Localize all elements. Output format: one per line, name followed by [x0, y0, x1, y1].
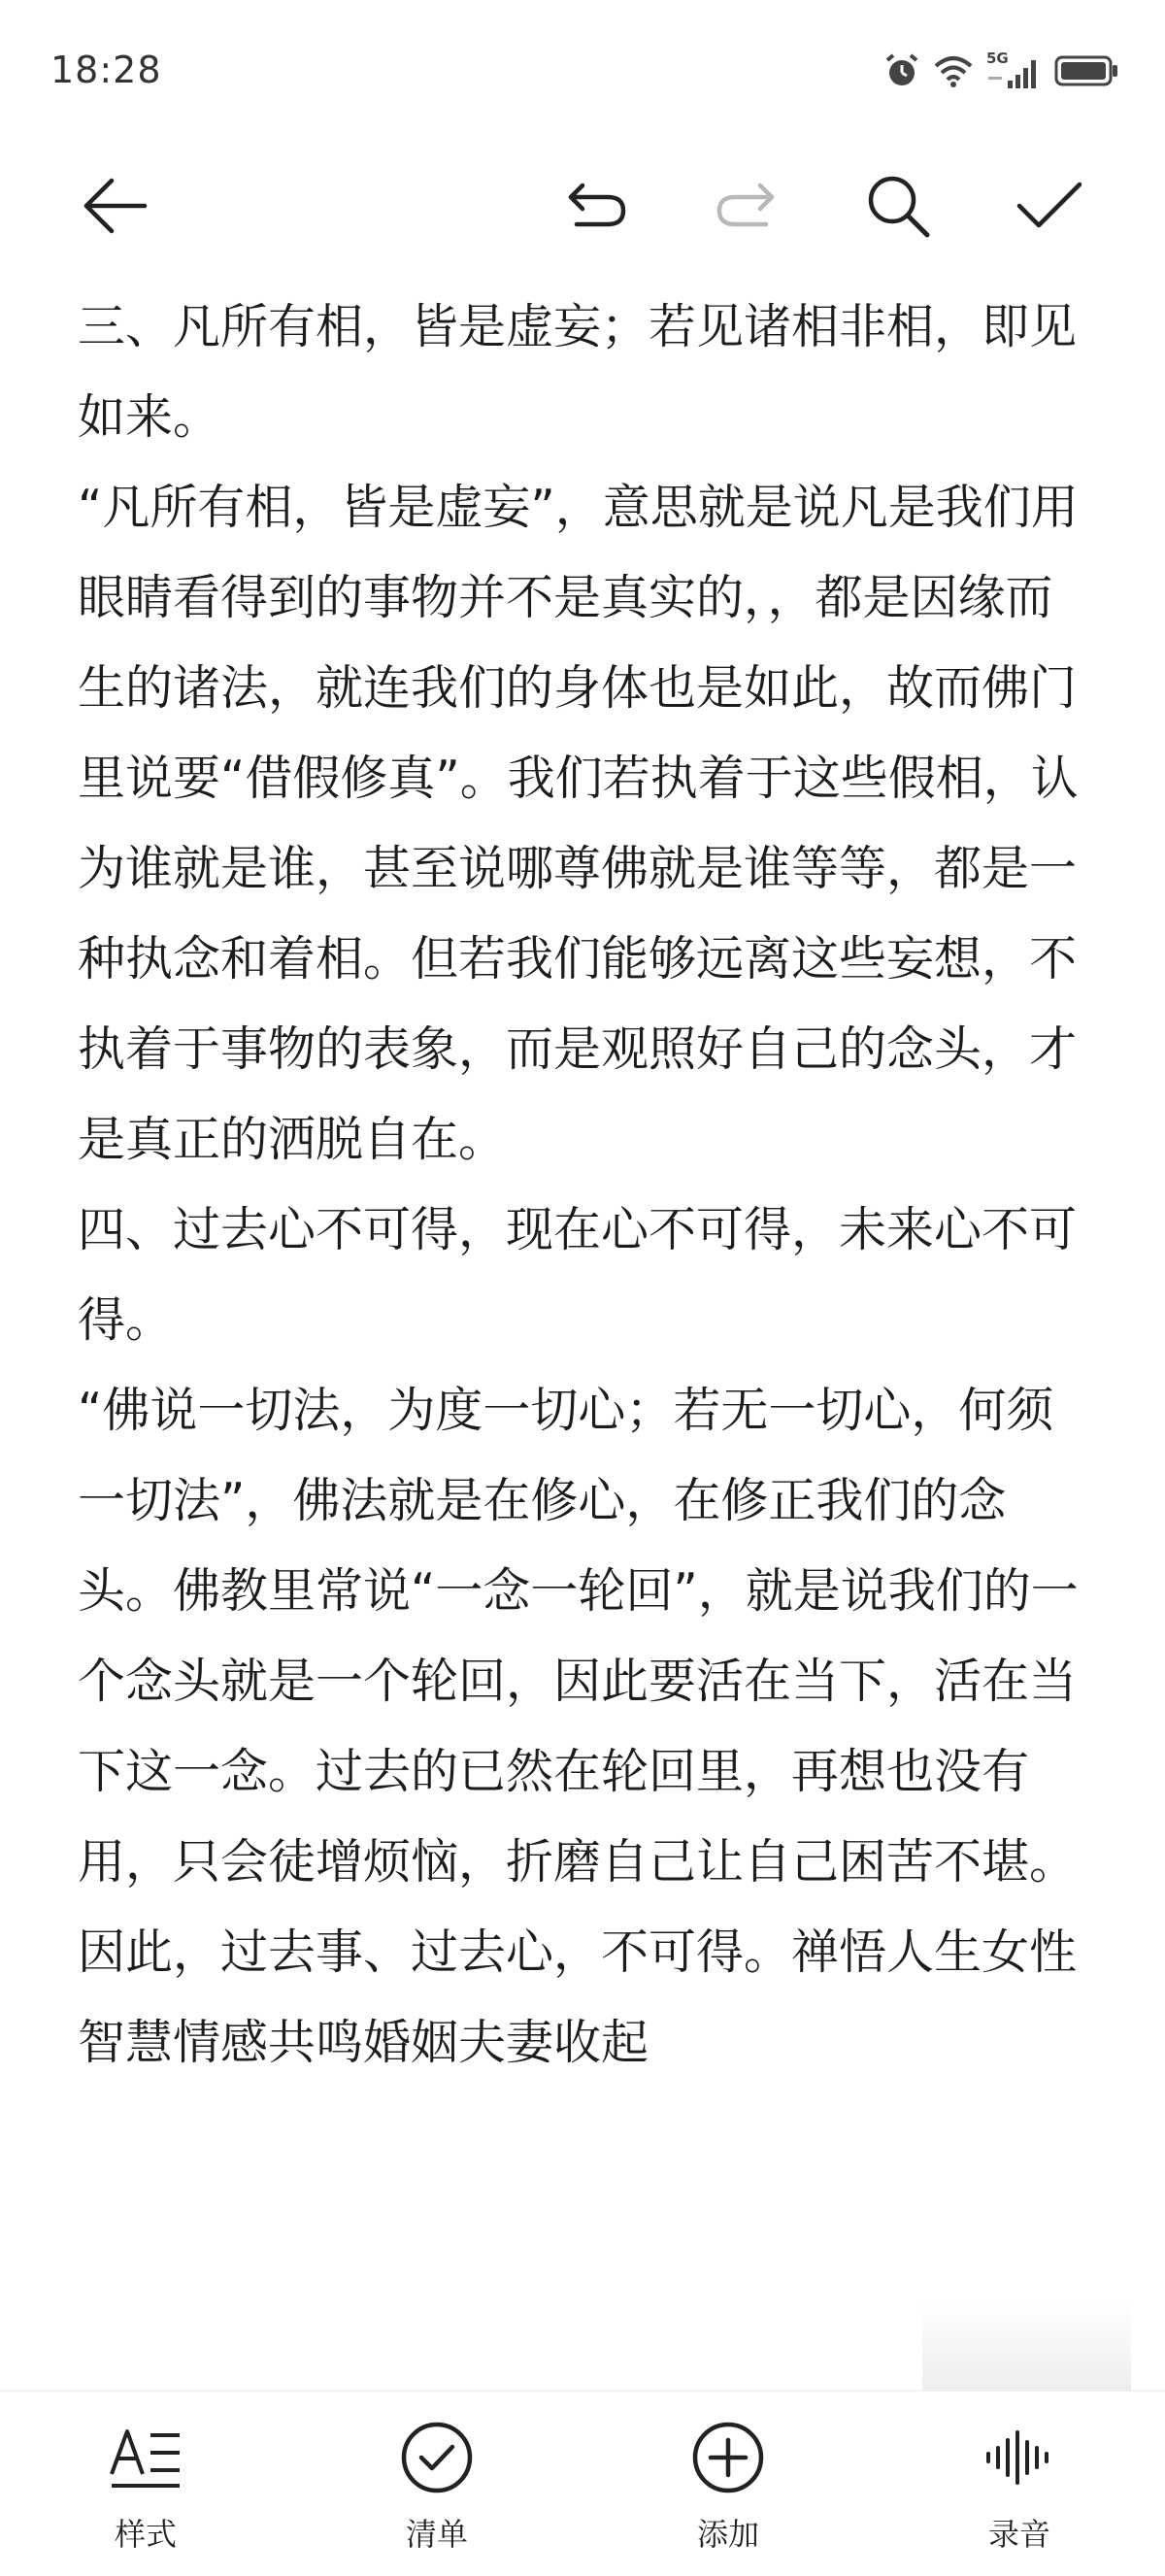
bottom-bar [0, 2391, 1165, 2576]
note-paragraph: “凡所有相，皆是虚妄”，意思就是说凡是我们用眼睛看得到的事物并不是真实的，，都是因缘而生的诸法，就连我们的身体也是如此，故而佛门里说要“借假修真”。我们若执着于这些假相，认为谁就是谁，甚至说哪尊佛就是谁等等，都是一种执念和着相。但若我们能够远离这些妄想，不执着于事物的表象，而是观照好自己的念头，才是真正的洒脱自在。 [78, 480, 1079, 1167]
confirm-button[interactable] [1010, 167, 1087, 245]
search-button[interactable] [859, 167, 937, 245]
status-bar [0, 0, 1165, 146]
battery-icon [1054, 55, 1118, 90]
voice-record-button[interactable] [922, 2419, 1116, 2555]
note-paragraph: 四、过去心不可得，现在心不可得，未来心不可得。 [78, 1202, 1078, 1348]
corner-shade [922, 2301, 1131, 2398]
back-button[interactable] [76, 167, 153, 245]
add-label: 添加 [696, 2516, 759, 2553]
check-icon [1014, 171, 1083, 241]
checklist-button[interactable] [340, 2419, 534, 2555]
style-button[interactable] [49, 2419, 243, 2555]
editor-toolbar [0, 146, 1165, 252]
back-arrow-icon [81, 172, 149, 240]
wifi-icon [934, 54, 973, 91]
redo-button[interactable] [707, 167, 784, 245]
undo-icon [563, 172, 631, 240]
status-icons [883, 52, 1118, 93]
status-time: 18:28 [50, 49, 162, 91]
checklist-label: 清单 [405, 2516, 468, 2553]
note-paragraph: “佛说一切法，为度一切心；若无一切心，何须一切法”，佛法就是在修心，在修正我们的念头。佛教里常说“一念一轮回”，就是说我们的一个念头就是一个轮回，因此要活在当下，活在当下这一念。过去的已然在轮回里，再想也没有用，只会徒增烦恼，折磨自己让自己困苦不堪。因此，过去事、过去心，不可得。禅悟人生女性智慧情感共鸣婚姻夫妻收起 [78, 1383, 1079, 2070]
search-icon [863, 171, 933, 241]
add-button[interactable] [631, 2419, 825, 2555]
signal-icon [986, 50, 1041, 90]
undo-button[interactable] [558, 167, 636, 245]
style-label: 样式 [114, 2516, 177, 2553]
voice-record-icon [981, 2419, 1058, 2496]
voice-record-label: 录音 [987, 2516, 1050, 2553]
network-type-label: 5G [986, 50, 1009, 67]
redo-icon [712, 172, 780, 240]
text-style-icon [107, 2419, 184, 2496]
note-content[interactable] [78, 282, 1087, 2088]
note-paragraph: 三、凡所有相，皆是虚妄；若见诸相非相，即见如来。 [78, 299, 1078, 445]
add-icon [689, 2419, 767, 2496]
checklist-icon [398, 2419, 476, 2496]
alarm-icon [883, 52, 920, 93]
